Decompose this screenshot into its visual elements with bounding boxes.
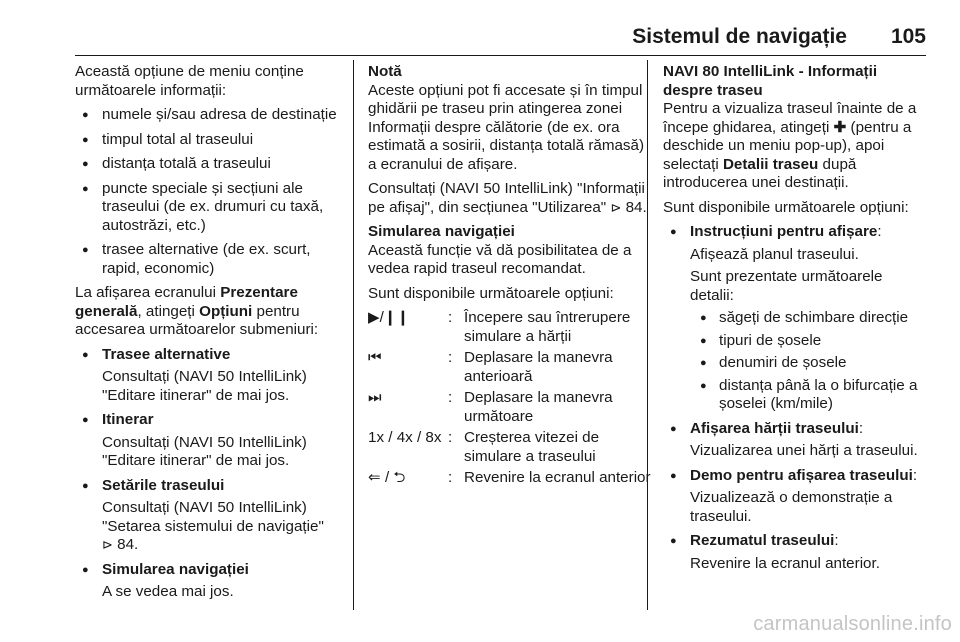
section-title: Simularea navigației bbox=[368, 223, 515, 240]
text-run: Consultați (NAVI 50 IntelliLink) "Informații pe afișaj", din secțiunea "Utilizarea" bbox=[368, 180, 645, 216]
submenu-title: ● Simularea navigației bbox=[102, 560, 249, 578]
speed-options: 1x / 4x / 8x bbox=[368, 429, 442, 446]
option-title: Rezumatul traseului bbox=[690, 532, 835, 549]
text-run: Pentru a vizualiza traseul înainte de a începe ghidarea, atingeți bbox=[663, 100, 917, 136]
table-row bbox=[368, 309, 651, 349]
colon: : bbox=[448, 349, 453, 366]
table-row bbox=[368, 349, 651, 389]
colon: : bbox=[834, 532, 839, 549]
control-description: Deplasare la manevra următoare bbox=[464, 389, 613, 425]
colon: : bbox=[912, 466, 918, 484]
page-reference: 84. bbox=[625, 198, 647, 216]
list-item: ● numele și/sau adresa de destinație bbox=[75, 106, 345, 125]
text-run: , atingeți bbox=[137, 302, 200, 320]
play-pause-icon: ▶/❙❙ bbox=[368, 309, 410, 326]
page-reference: 84. bbox=[117, 536, 139, 553]
option-text: Afișează planul traseului. bbox=[690, 245, 859, 263]
colon: : bbox=[448, 469, 453, 486]
submenu-intro bbox=[75, 284, 345, 340]
control-description: Revenire la ecranul anterior bbox=[464, 469, 651, 486]
option-text: Vizualizarea unei hărți a traseului. bbox=[690, 442, 918, 459]
section-title: NAVI 80 IntelliLink - Informații despre traseu bbox=[663, 63, 878, 99]
submenu-item bbox=[75, 346, 345, 406]
colon: : bbox=[877, 223, 882, 240]
next-maneuver-icon: ⏭ bbox=[368, 389, 382, 406]
colon: : bbox=[448, 389, 453, 406]
list-item: ● tipuri de șosele bbox=[690, 332, 928, 351]
watermark: carmanualsonline.info bbox=[753, 613, 952, 635]
list-item: ● puncte speciale și secțiuni ale traseului (de ex. drumuri cu taxă, autostrăzi, etc.) bbox=[75, 180, 345, 236]
text-run: pentru accesarea următoarelor submeniuri: bbox=[75, 302, 319, 338]
list-item: ● denumiri de șosele bbox=[690, 354, 928, 373]
control-description: Creșterea vitezei de simulare a traseului bbox=[464, 429, 600, 465]
column-3 bbox=[663, 63, 928, 579]
text-run: (pentru a deschide un meniu pop-up), apoi selectați bbox=[663, 118, 912, 173]
option-title: Afișarea hărții traseului bbox=[690, 419, 859, 437]
details-list bbox=[690, 309, 928, 414]
submenu-text: Consultați (NAVI 50 IntelliLink) "Editare itinerar" de mai jos. bbox=[102, 433, 307, 469]
control-description: Deplasare la manevra anterioară bbox=[464, 349, 613, 385]
table-row bbox=[368, 469, 651, 491]
text-run-bold: Opțiuni bbox=[199, 302, 253, 320]
header-rule bbox=[75, 55, 926, 56]
colon: : bbox=[858, 419, 864, 437]
option-text: Revenire la ecranul anterior. bbox=[690, 554, 880, 572]
controls-table bbox=[368, 309, 651, 491]
previous-maneuver-icon: ⏮ bbox=[368, 349, 382, 366]
column-divider-1 bbox=[353, 60, 354, 610]
list-item: ● săgeți de schimbare direcție bbox=[690, 309, 928, 328]
back-return-icon: ⇐ / ⮌ bbox=[368, 469, 406, 486]
xref-icon: ⊳ bbox=[610, 199, 622, 215]
submenu-title: ● Itinerar bbox=[102, 411, 154, 428]
page-number: 105 bbox=[890, 25, 926, 48]
route-options-list bbox=[663, 223, 928, 573]
option-item bbox=[663, 223, 928, 414]
text-run: Consultați (NAVI 50 IntelliLink) "Setarea sistemului de navigație" bbox=[102, 499, 324, 535]
list-item: ● distanța totală a traseului bbox=[75, 155, 345, 174]
text-run-bold: Detalii traseu bbox=[722, 155, 819, 173]
option-item bbox=[663, 420, 928, 461]
submenu-item bbox=[75, 561, 345, 602]
text-run-bold: Prezentare generală bbox=[75, 284, 298, 320]
submenu-item bbox=[75, 477, 345, 555]
note-text: Aceste opțiuni pot fi accesate și în timpul ghidării pe traseu prin atingerea zonei Informații despre călătorie (de ex. ora estimată a sosirii, distanța totală rămasă) a ecranului de afișare. bbox=[368, 81, 645, 173]
column-1 bbox=[75, 63, 345, 608]
submenu-text: A se vedea mai jos. bbox=[102, 583, 234, 600]
submenu-title: ● Trasee alternative bbox=[102, 345, 231, 363]
option-text: Vizualizează o demonstrație a traseului. bbox=[690, 489, 893, 525]
colon: : bbox=[448, 429, 453, 446]
xref-icon: ⊳ bbox=[102, 537, 113, 552]
option-text: Sunt prezentate următoarele detalii: bbox=[690, 268, 883, 304]
route-paragraph bbox=[663, 100, 928, 193]
text-run: după introducerea unei destinații. bbox=[663, 155, 857, 191]
list-item: ● distanța până la o bifurcație a șoselei (km/mile) bbox=[690, 377, 928, 414]
submenu-list bbox=[75, 346, 345, 602]
intro-paragraph: Această opțiune de meniu conține următoarele informații: bbox=[75, 63, 304, 99]
list-item: ● timpul total al traseului bbox=[75, 131, 345, 150]
consult-paragraph bbox=[368, 180, 651, 217]
submenu-text: Consultați (NAVI 50 IntelliLink) "Editare itinerar" de mai jos. bbox=[102, 368, 307, 404]
control-description: Începere sau întrerupere simulare a hărții bbox=[464, 309, 631, 345]
note-title: Notă bbox=[368, 63, 402, 80]
option-item bbox=[663, 532, 928, 573]
submenu-title: ● Setările traseului bbox=[102, 476, 225, 494]
options-intro: Sunt disponibile următoarele opțiuni: bbox=[663, 198, 909, 216]
page-title: Sistemul de navigație bbox=[632, 25, 847, 48]
options-intro: Sunt disponibile următoarele opțiuni: bbox=[368, 284, 614, 302]
page-header bbox=[0, 0, 960, 60]
plus-icon: ✚ bbox=[833, 118, 847, 136]
list-item: ● trasee alternative (de ex. scurt, rapid, economic) bbox=[75, 241, 345, 278]
submenu-item bbox=[75, 411, 345, 471]
submenu-text bbox=[102, 499, 345, 555]
option-title: Instrucțiuni pentru afișare bbox=[690, 223, 878, 240]
text-run: La afișarea ecranului bbox=[75, 284, 221, 301]
colon: : bbox=[448, 309, 453, 326]
sim-text: Această funcție vă dă posibilitatea de a vedea rapid traseul recomandat. bbox=[368, 241, 632, 277]
info-list bbox=[75, 106, 345, 278]
option-title: Demo pentru afișarea traseului bbox=[690, 466, 913, 484]
option-item bbox=[663, 467, 928, 527]
column-2 bbox=[368, 63, 651, 491]
table-row bbox=[368, 429, 651, 469]
table-row bbox=[368, 389, 651, 429]
